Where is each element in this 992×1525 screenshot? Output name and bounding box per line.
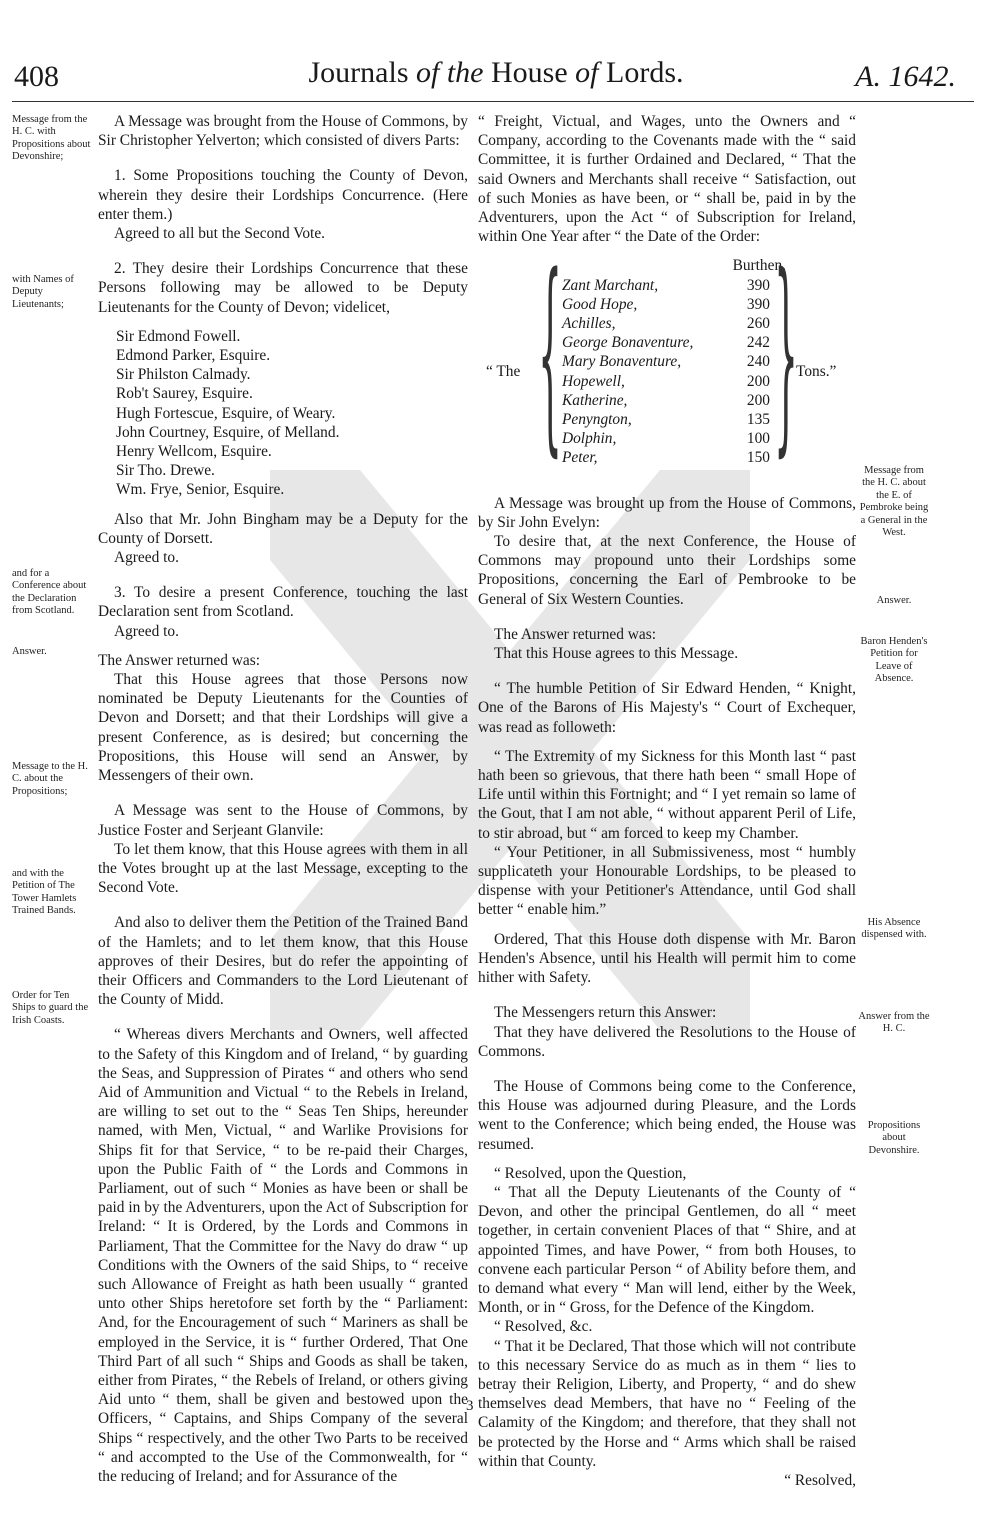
column-right (478, 112, 856, 1490)
ship-name: Penyngton, (562, 411, 632, 429)
paragraph: “ The Extremity of my Sickness for this Month last “ past hath been so grievous, that there hath been “ small Hope of Life until within this Fortnight; and “ I yet remain so lame of the Gout, that I am not able, “ without apparent Peril of Life, to stir abroad, but “ am forced to keep my Chamber. (478, 747, 856, 842)
year: A. 1642. (855, 60, 956, 93)
title-of-the: of the (416, 56, 491, 89)
ship-name: Dolphin, (562, 430, 617, 448)
paragraph: 3. To desire a present Conference, touching the last Declaration sent from Scotland. (98, 584, 468, 621)
margin-note-pembroke: Message from the H. C. about the E. of Pembroke being a General in the West. (859, 465, 929, 539)
ship-name: Peter, (562, 449, 598, 467)
list-item: Rob't Saurey, Esquire. (116, 385, 253, 403)
running-title (0, 56, 992, 90)
the-label: “ The (486, 362, 521, 380)
paragraph: 2. They desire their Lordships Concurrence that these Persons following may be allowed to be Deputy Lieutenants for the County of Devon; videlicet, (98, 260, 468, 316)
list-item: Wm. Frye, Senior, Esquire. (116, 481, 285, 499)
paragraph: “ That all the Deputy Lieutenants of the County of “ Devon, and other the principal Gentlemen, do all “ meet together, in certain convenient Places of that “ Shire, and at appointed Times, and have Power, “ from both Houses, to convene each particular Person “ of Ability before them, and to demand what every “ Man will lend, either by the Week, Month, or in “ Gross, for the Defence of the Kingdom. (478, 1183, 856, 1317)
ship-name: George Bonaventure, (562, 334, 694, 352)
paragraph: “ Your Petitioner, in all Submissiveness, most “ humbly supplicateth your Honourable Lordships, to be pleased to dispense with your Petitioner's Attendance, until God shall better “ enable him.” (478, 843, 856, 919)
margin-note-ten-ships: Order for Ten Ships to guard the Irish Coasts. (12, 990, 89, 1026)
ship-burthen: 135 (746, 411, 770, 429)
paragraph: “ The humble Petition of Sir Edward Henden, “ Knight, One of the Barons of His Majesty's “ Court of Exchequer, was read as followeth: (478, 680, 856, 736)
paragraph: Agreed to. (114, 622, 179, 640)
margin-note-conference-scotland: and for a Conference about the Declaration from Scotland. (12, 568, 87, 617)
page-number: 408 (14, 60, 59, 93)
paragraph: “ Freight, Victual, and Wages, unto the Owners and “ Company, according to the Covenants made with the “ said Committee, it is further Ordained and Declared, “ That the said Owners and Merchants shall receive “ Satisfaction, out of such Monies as have been, or “ shall be, paid in by the Adventurers, upon the Act “ of Subscription for Ireland, within One Year after “ the Date of the Order: (478, 113, 856, 246)
margin-note-devonshire: Message from the H. C. with Propositions about Devonshire; (12, 114, 91, 163)
ship-burthen: 390 (746, 276, 770, 294)
ship-burthen: 260 (746, 315, 770, 333)
ship-burthen: 240 (746, 353, 770, 371)
paragraph: The Answer returned was: (98, 651, 260, 669)
ship-name: Mary Bonaventure, (562, 353, 682, 371)
paragraph: “ Resolved, &c. (494, 1318, 593, 1336)
paragraph: A Message was sent to the House of Commons, by Justice Foster and Serjeant Glanvile: (98, 802, 468, 839)
ship-name: Zant Marchant, (562, 276, 659, 294)
ship-name: Achilles, (562, 315, 616, 333)
ship-name: Good Hope, (562, 295, 638, 313)
title-lords: Lords. (606, 56, 684, 89)
paragraph: Ordered, That this House doth dispense with Mr. Baron Henden's Absence, until his Health will permit him to come hither with Safety. (478, 930, 856, 987)
ship-burthen: 200 (746, 391, 770, 409)
paragraph: That this House agrees that those Persons now nominated be Deputy Lieutenants for the Counties of Devon and Dorsett; and that their Lordships will give a present Conference, as is desired; but concerning the Propositions, this House will send an Answer, by Messengers of their own. (98, 671, 468, 785)
margin-note-henden-petition: Baron Henden's Petition for Leave of Absence. (860, 636, 928, 685)
paragraph: That this House agrees to this Message. (494, 645, 739, 663)
column-left (98, 112, 468, 1486)
burthen-header: Burthen. (732, 257, 786, 275)
margin-note-answer-right: Answer. (876, 595, 912, 606)
right-brace: } (774, 229, 799, 475)
paragraph: Agreed to all but the Second Vote. (114, 225, 326, 243)
title-journals: Journals (308, 56, 416, 89)
margin-note-propositions-devon: Propositions about Devonshire. (867, 1120, 921, 1156)
left-brace: { (538, 229, 563, 475)
paragraph: “ Resolved, upon the Question, (494, 1164, 687, 1182)
paragraph: The Messengers return this Answer: (494, 1004, 717, 1022)
ship-burthen: 100 (746, 430, 770, 448)
paragraph-catchword: “ Resolved, (784, 1471, 856, 1489)
deputy-lieutenants-list (98, 327, 468, 500)
paragraph: A Message was brought up from the House of Commons, by Sir John Evelyn: (478, 494, 856, 531)
margin-note-answer-hc: Answer from the H. C. (858, 1011, 930, 1035)
title-of: of (575, 56, 606, 89)
paragraph: To desire that, at the next Conference, the House of Commons may propound unto their Lordships some Propositions, concerning the Earl of Pembrooke to be General of Six Western Counties. (478, 533, 856, 608)
list-item: Hugh Fortescue, Esquire, of Weary. (116, 404, 336, 422)
margin-note-absence-dispensed: His Absence dispensed with. (861, 917, 927, 941)
paragraph: The House of Commons being come to the Conference, this House was adjourned during Pleasure, and the Lords went to the Conference; which being ended, the House was resumed. (478, 1077, 856, 1153)
paragraph: Agreed to. (114, 549, 179, 567)
ship-burthen: 200 (746, 372, 770, 390)
header-rule (12, 101, 974, 102)
ship-burthen: 242 (746, 334, 770, 352)
list-item: Henry Wellcom, Esquire. (116, 443, 272, 461)
paragraph: A Message was brought from the House of Commons, by Sir Christopher Yelverton; which consisted of divers Parts: (98, 113, 468, 150)
list-item: Sir Edmond Fowell. (116, 327, 241, 345)
paragraph: To let them know, that this House agrees with them in all the Votes brought up at the last Message, excepting to the Second Vote. (98, 840, 468, 897)
margin-note-tower-hamlets: and with the Petition of The Tower Hamlets Trained Bands. (12, 868, 77, 917)
margin-note-propositions: Message to the H. C. about the Propositions; (12, 761, 88, 797)
paragraph: That they have delivered the Resolutions to the House of Commons. (478, 1023, 856, 1060)
ship-burthens (728, 276, 770, 468)
margin-note-deputy-lieutenants: with Names of Deputy Lieutenants; (12, 274, 74, 310)
paragraph: Also that Mr. John Bingham may be a Deputy for the County of Dorsett. (98, 510, 468, 547)
ship-name: Hopewell, (562, 372, 625, 390)
paragraph: The Answer returned was: (494, 625, 656, 643)
signature-mark: 3 (466, 1398, 474, 1414)
title-house: House (491, 56, 576, 89)
list-item: John Courtney, Esquire, of Melland. (116, 423, 340, 441)
ship-names (562, 276, 732, 468)
paragraph: “ That it be Declared, That those which will not contribute to this necessary Service do as much as in them “ lies to betray their Religion, Liberty, and Property, “ and do shew themselves dead Members, that have no “ Feeling of the Calamity of the Kingdom; and therefore, that they shall not be protected by the Horse and “ Arms which shall be raised within that County. (478, 1337, 856, 1470)
ship-burthen: 150 (746, 449, 770, 467)
ship-burthen: 390 (746, 295, 770, 313)
list-item: Sir Tho. Drewe. (116, 462, 215, 480)
paragraph: And also to deliver them the Petition of the Trained Band of the Hamlets; and to let them know, that this House approves of their Desires, but do refer the appointing of their Officers and Commanders to the Lord Lieutenant of the County of Midd. (98, 914, 468, 1009)
margin-note-answer: Answer. (12, 646, 47, 657)
list-item: Edmond Parker, Esquire. (116, 347, 271, 365)
paragraph-order: “ Whereas divers Merchants and Owners, well affected to the Safety of this Kingdom and of Ireland, “ by guarding the Seas, and Suppression of Pirates “ and others who send Aid of Ammunition and Victual “ to the Rebels in Ireland, are willing to set out to the “ Seas Ten Ships, hereunder named, with Men, Victual, “ and Warlike Provisions for Ships fit for that Service, “ to be re-paid their Charges, upon the Public Faith of “ the Lords and Commons in Parliament, out of such “ Monies as have been or shall be paid in by the Adventurers, upon the Act of Subscription for Ireland: “ It is Ordered, by the Lords and Commons in Parliament, That the Committee for the Navy do draw “ up Conditions with the Owners of the said Ships, to “ receive such Allowance of Freight as hath been usually “ granted unto other Ships heretofore set forth by the “ Parliament: And, for the Encouragement of such “ Mariners as shall be employed in the Service, it is “ further Ordered, That One Third Part of all such “ Ships and Goods as shall be taken, either from Pirates, “ the Rebels of Ireland, or others giving Aid unto “ them, shall be given and bestowed upon the Officers, “ Captains, and Ships Company of the several Ships “ respectively, and the other Two Parts to be received “ and accompted to the Use of the Commonwealth, for “ the reducing of Ireland; and for Assurance of the (98, 1026, 468, 1485)
paragraph: 1. Some Propositions touching the County of Devon, wherein they desire their Lordships Concurrence. (Here enter them.) (98, 167, 468, 223)
tons-label: Tons.” (796, 362, 837, 380)
ship-name: Katherine, (562, 391, 628, 409)
list-item: Sir Philston Calmady. (116, 366, 251, 384)
